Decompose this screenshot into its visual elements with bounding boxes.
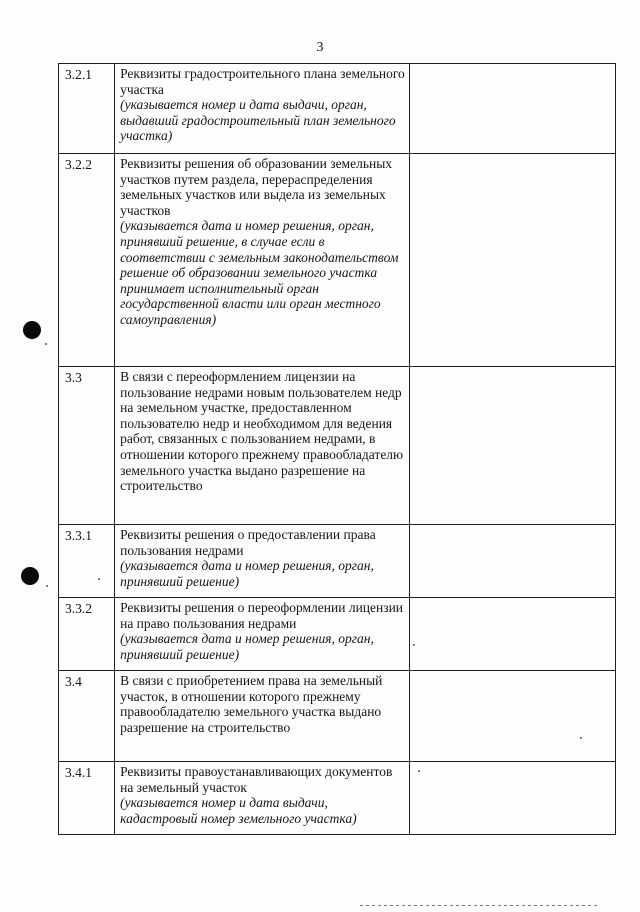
table-row-3-3-1 bbox=[59, 525, 616, 598]
item-value-field[interactable] bbox=[409, 525, 615, 598]
scan-speck bbox=[413, 644, 415, 646]
item-description bbox=[115, 525, 410, 598]
item-label: Реквизиты правоустанавливающих документов на земельный участок bbox=[120, 764, 393, 795]
table-row-3-2-1 bbox=[59, 64, 616, 154]
item-description bbox=[115, 762, 410, 835]
item-instruction: (указывается дата и номер решения, орган, принявший решение, в случае если в соответствии с земельным законодательством решение об образовании земельного участка принимает исполнительный орган государственной власти или орган местного самоуправления) bbox=[120, 218, 399, 327]
item-instruction: (указывается дата и номер решения, орган, принявший решение) bbox=[120, 558, 374, 589]
item-description bbox=[115, 154, 410, 367]
item-value-field[interactable] bbox=[409, 367, 615, 525]
item-description bbox=[115, 64, 410, 154]
table-row-3-2-2 bbox=[59, 154, 616, 367]
item-value-field[interactable] bbox=[409, 671, 615, 762]
item-value-field[interactable] bbox=[409, 598, 615, 671]
item-number: 3.2.1 bbox=[59, 64, 115, 154]
item-value-field[interactable] bbox=[409, 154, 615, 367]
scan-speck bbox=[46, 585, 48, 587]
item-label: Реквизиты решения о переоформлении лицензии на право пользования недрами bbox=[120, 600, 404, 631]
item-instruction: (указывается дата и номер решения, орган, принявший решение) bbox=[120, 631, 374, 662]
item-value-field[interactable] bbox=[409, 762, 615, 835]
scan-speck bbox=[98, 578, 100, 580]
scan-edge-mark bbox=[360, 905, 600, 906]
item-label: Реквизиты градостроительного плана земельного участка bbox=[120, 66, 405, 97]
item-number: 3.3 bbox=[59, 367, 115, 525]
binder-hole bbox=[23, 321, 41, 339]
page-number: 3 bbox=[316, 40, 324, 55]
item-description bbox=[115, 671, 410, 762]
item-label: В связи с приобретением права на земельный участок, в отношении которого прежнему правообладателю земельного участка выдано разрешение на строительство bbox=[120, 673, 383, 735]
item-number: 3.2.2 bbox=[59, 154, 115, 367]
item-label: Реквизиты решения об образовании земельных участков путем раздела, перераспределения земельных участков или выдела из земельных участков bbox=[120, 156, 393, 218]
binder-hole bbox=[21, 567, 39, 585]
item-value-field[interactable] bbox=[409, 64, 615, 154]
application-form-table bbox=[58, 63, 616, 835]
item-description bbox=[115, 367, 410, 525]
item-instruction: (указывается номер и дата выдачи, кадастровый номер земельного участка) bbox=[120, 795, 357, 826]
item-number: 3.4 bbox=[59, 671, 115, 762]
table-row-3-4 bbox=[59, 671, 616, 762]
item-instruction: (указывается номер и дата выдачи, орган, выдавший градостроительный план земельного участка) bbox=[120, 97, 396, 144]
item-number: 3.3.1 bbox=[59, 525, 115, 598]
item-number: 3.3.2 bbox=[59, 598, 115, 671]
item-label: В связи с переоформлением лицензии на пользование недрами новым пользователем недр на земельном участке, предоставленном пользователю недр и необходимом для ведения работ, связанных с пользованием недрами, в отношении которого прежнему правообладателю земельного участка выдано разрешение на строительство bbox=[120, 369, 404, 494]
item-label: Реквизиты решения о предоставлении права пользования недрами bbox=[120, 527, 376, 558]
scan-speck bbox=[45, 343, 47, 345]
table-row-3-3-2 bbox=[59, 598, 616, 671]
table-row-3-3 bbox=[59, 367, 616, 525]
item-number: 3.4.1 bbox=[59, 762, 115, 835]
scan-speck bbox=[418, 770, 420, 772]
scan-speck bbox=[580, 737, 582, 739]
item-description bbox=[115, 598, 410, 671]
table-row-3-4-1 bbox=[59, 762, 616, 835]
